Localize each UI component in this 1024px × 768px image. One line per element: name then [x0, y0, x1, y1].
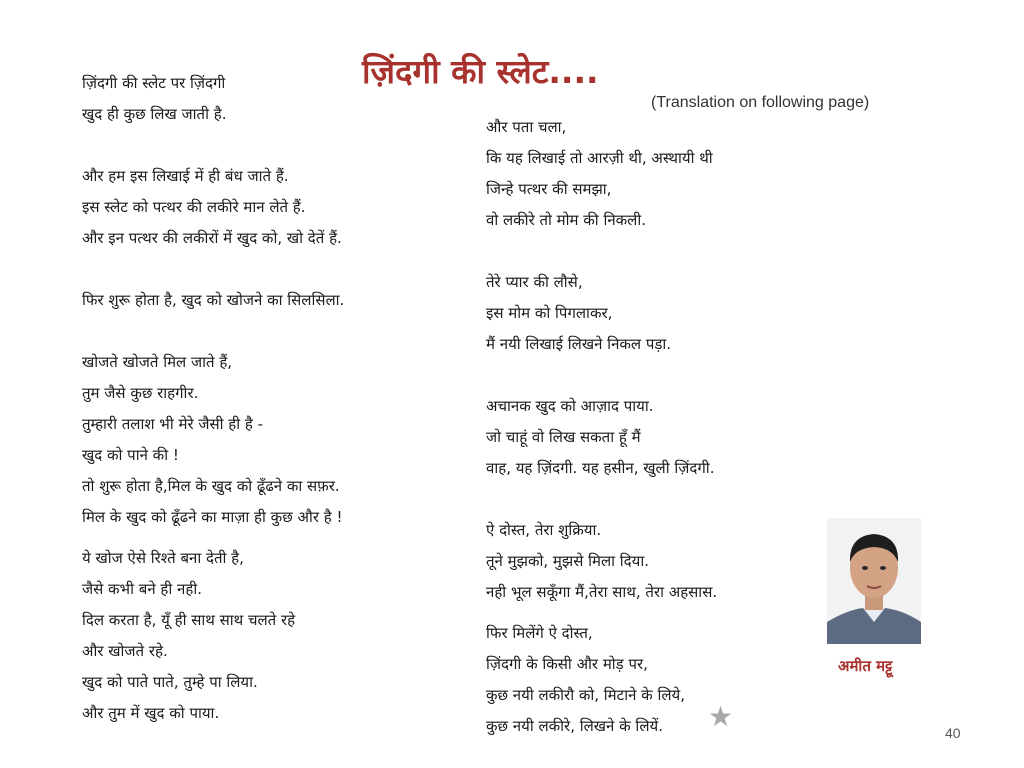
poem-line: कुछ नयी लकीरौ को, मिटाने के लिये,	[486, 686, 685, 704]
poem-line: खुद ही कुछ लिख जाती है.	[82, 105, 227, 123]
poem-line: इस स्लेट को पत्थर की लकीरे मान लेते हैं.	[82, 198, 306, 216]
poem-line: फिर शुरू होता है, खुद को खोजने का सिलसिला.	[82, 291, 345, 309]
stanza-gap	[82, 130, 344, 161]
page-title: ज़िंदगी की स्लेट....	[362, 52, 599, 91]
poem-line: और तुम में खुद को पाया.	[82, 704, 220, 722]
poem-line: नही भूल सकूँगा मैं,तेरा साथ, तेरा अहसास.	[486, 583, 718, 601]
poem-line: तूने मुझको, मुझसे मिला दिया.	[486, 552, 649, 570]
poem-left-column	[82, 68, 344, 729]
author-name: अमीत मट्टू	[838, 657, 893, 675]
poem-line: मिल के खुद को ढूँढने का माज़ा ही कुछ और है !	[82, 508, 343, 526]
poem-line: दिल करता है, यूँ ही साथ साथ चलते रहे	[82, 611, 296, 629]
poem-line: ये खोज ऐसे रिश्ते बना देती है,	[82, 549, 244, 567]
page-number: 40	[945, 725, 961, 741]
poem-line: फिर मिलेंगे ऐ दोस्त,	[486, 624, 593, 642]
poem-line: अचानक खुद को आज़ाद पाया.	[486, 397, 654, 415]
poem-right-column	[486, 112, 717, 742]
poem-line: जैसे कभी बने ही नही.	[82, 580, 202, 598]
poem-line: मैं नयी लिखाई लिखने निकल पड़ा.	[486, 335, 672, 353]
poem-line: जिन्हे पत्थर की समझा,	[486, 180, 612, 198]
poem-line: कि यह लिखाई तो आरज़ी थी, अस्थायी थी	[486, 149, 713, 167]
poem-line: ज़िंदगी की स्लेट पर ज़िंदगी	[82, 74, 226, 92]
poem-line: तुम्हारी तलाश भी मेरे जैसी ही है -	[82, 415, 264, 433]
star-icon: ★	[708, 700, 734, 733]
stanza-gap	[486, 236, 717, 267]
poem-line: और इन पत्थर की लकीरों में खुद को, खो देतें हैं.	[82, 229, 342, 247]
stanza-gap	[486, 360, 717, 391]
translation-note: (Translation on following page)	[651, 94, 870, 111]
poem-line: ऐ दोस्त, तेरा शुक्रिया.	[486, 521, 602, 539]
poem-line: और खोजते रहे.	[82, 642, 168, 660]
poem-line: और पता चला,	[486, 118, 567, 136]
poem-line: ज़िंदगी के किसी और मोड़ पर,	[486, 655, 648, 673]
poem-line: खोजते खोजते मिल जाते हैं,	[82, 353, 233, 371]
stanza-gap	[82, 254, 344, 285]
poem-line: तेरे प्यार की लौसे,	[486, 273, 583, 291]
poem-line: वाह, यह ज़िंदगी. यह हसीन, खुली ज़िंदगी.	[486, 459, 715, 477]
portrait-illustration	[827, 518, 921, 644]
poem-line: खुद को पाते पाते, तुम्हे पा लिया.	[82, 673, 258, 691]
poem-line: जो चाहूं वो लिख सकता हूँ मैं	[486, 428, 641, 446]
stanza-gap	[82, 316, 344, 347]
poem-line: और हम इस लिखाई में ही बंध जाते हैं.	[82, 167, 289, 185]
poem-line: खुद को पाने की !	[82, 446, 179, 464]
poem-line: इस मोम को पिगलाकर,	[486, 304, 613, 322]
stanza-gap	[486, 484, 717, 515]
poem-line: वो लकीरे तो मोम की निकली.	[486, 211, 646, 229]
poem-line: कुछ नयी लकीरे, लिखने के लियें.	[486, 717, 663, 735]
poem-line: तुम जैसे कुछ राहगीर.	[82, 384, 199, 402]
author-photo	[827, 518, 921, 644]
poem-line: तो शुरू होता है,मिल के खुद को ढूँढने का सफ़र.	[82, 477, 340, 495]
